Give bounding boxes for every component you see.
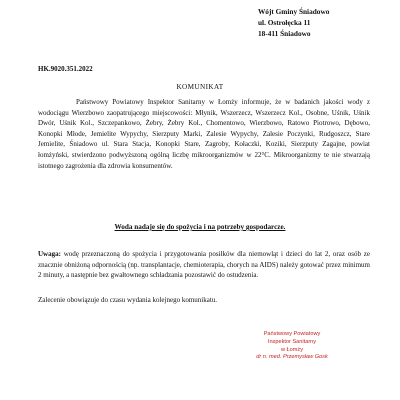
recipient-postal: 18-411 Śniadowo <box>258 29 311 38</box>
warning-paragraph <box>38 249 370 281</box>
signature-name: dr n. med. Przemysław Gosk <box>256 354 328 361</box>
signature-stamp <box>222 331 362 362</box>
recipient-street: ul. Ostrołęcka 11 <box>258 18 311 27</box>
recipient-address <box>258 6 329 39</box>
reference-number: HK.9020.351.2022 <box>38 65 93 73</box>
warning-label: Uwaga: <box>38 250 61 258</box>
validity-note: Zalecenie obowiązuje do czasu wydania kolejnego komunikatu. <box>38 296 218 304</box>
signature-line-2: Inspektor Sanitarny <box>267 338 317 345</box>
signature-line-1: Państwowy Powiatowy <box>263 331 321 337</box>
recipient-name: Wójt Gminy Śniadowo <box>258 7 330 16</box>
warning-text: wodę przeznaczoną do spożycia i przygotowania posiłków dla niemowląt i dzieci do lat 2, oraz osób ze znacznie obniżoną odpornością (np. transplantacje, chemioterapia, chorych na AIDS) należy gotować przez minimum 2 minuty, a następnie bez gwałtownego schładzania pozostawić do ostudzenia. <box>38 250 370 280</box>
body-paragraph: Państwowy Powiatowy Inspektor Sanitarny w Łomży informuje, że w badanich jakości wody z wodociągu Wierzbowo zaopatrującego miejscowości: Młynik, Wszerzecz, Wszerzecz Kol., Osobne, Uśnik, Uśnik Dwór, Uśnik Kol., Szczepankowo, Żebry, Żebry Kol., Chomentowo, Wierzbowo, Ratowo Piotrowo, Dębowo, Konopki Młode, Jemielite Wypychy, Sierzputy Marki, Zalesie Wypychy, Zalesie Poczynki, Rudgoszcz, Stare Jemielite, Śniadowo ul. Stara Stacja, Konopki Stare, Zagroby, Kołaczki, Koziki, Sierzputy Zagajne, powiat łomżyński, stwierdzono podwyższoną ogólną liczbę mikroorganizmów w 22°C. Mikroorganizmy te nie stwarzają istotnego zagrożenia dla zdrowia konsumentów. <box>38 98 370 170</box>
drinkability-headline: Woda nadaje się do spożycia i na potrzeby gospodarcze. <box>114 223 286 231</box>
document-title: KOMUNIKAT <box>176 83 224 91</box>
signature-line-3: w Łomży <box>280 346 304 353</box>
